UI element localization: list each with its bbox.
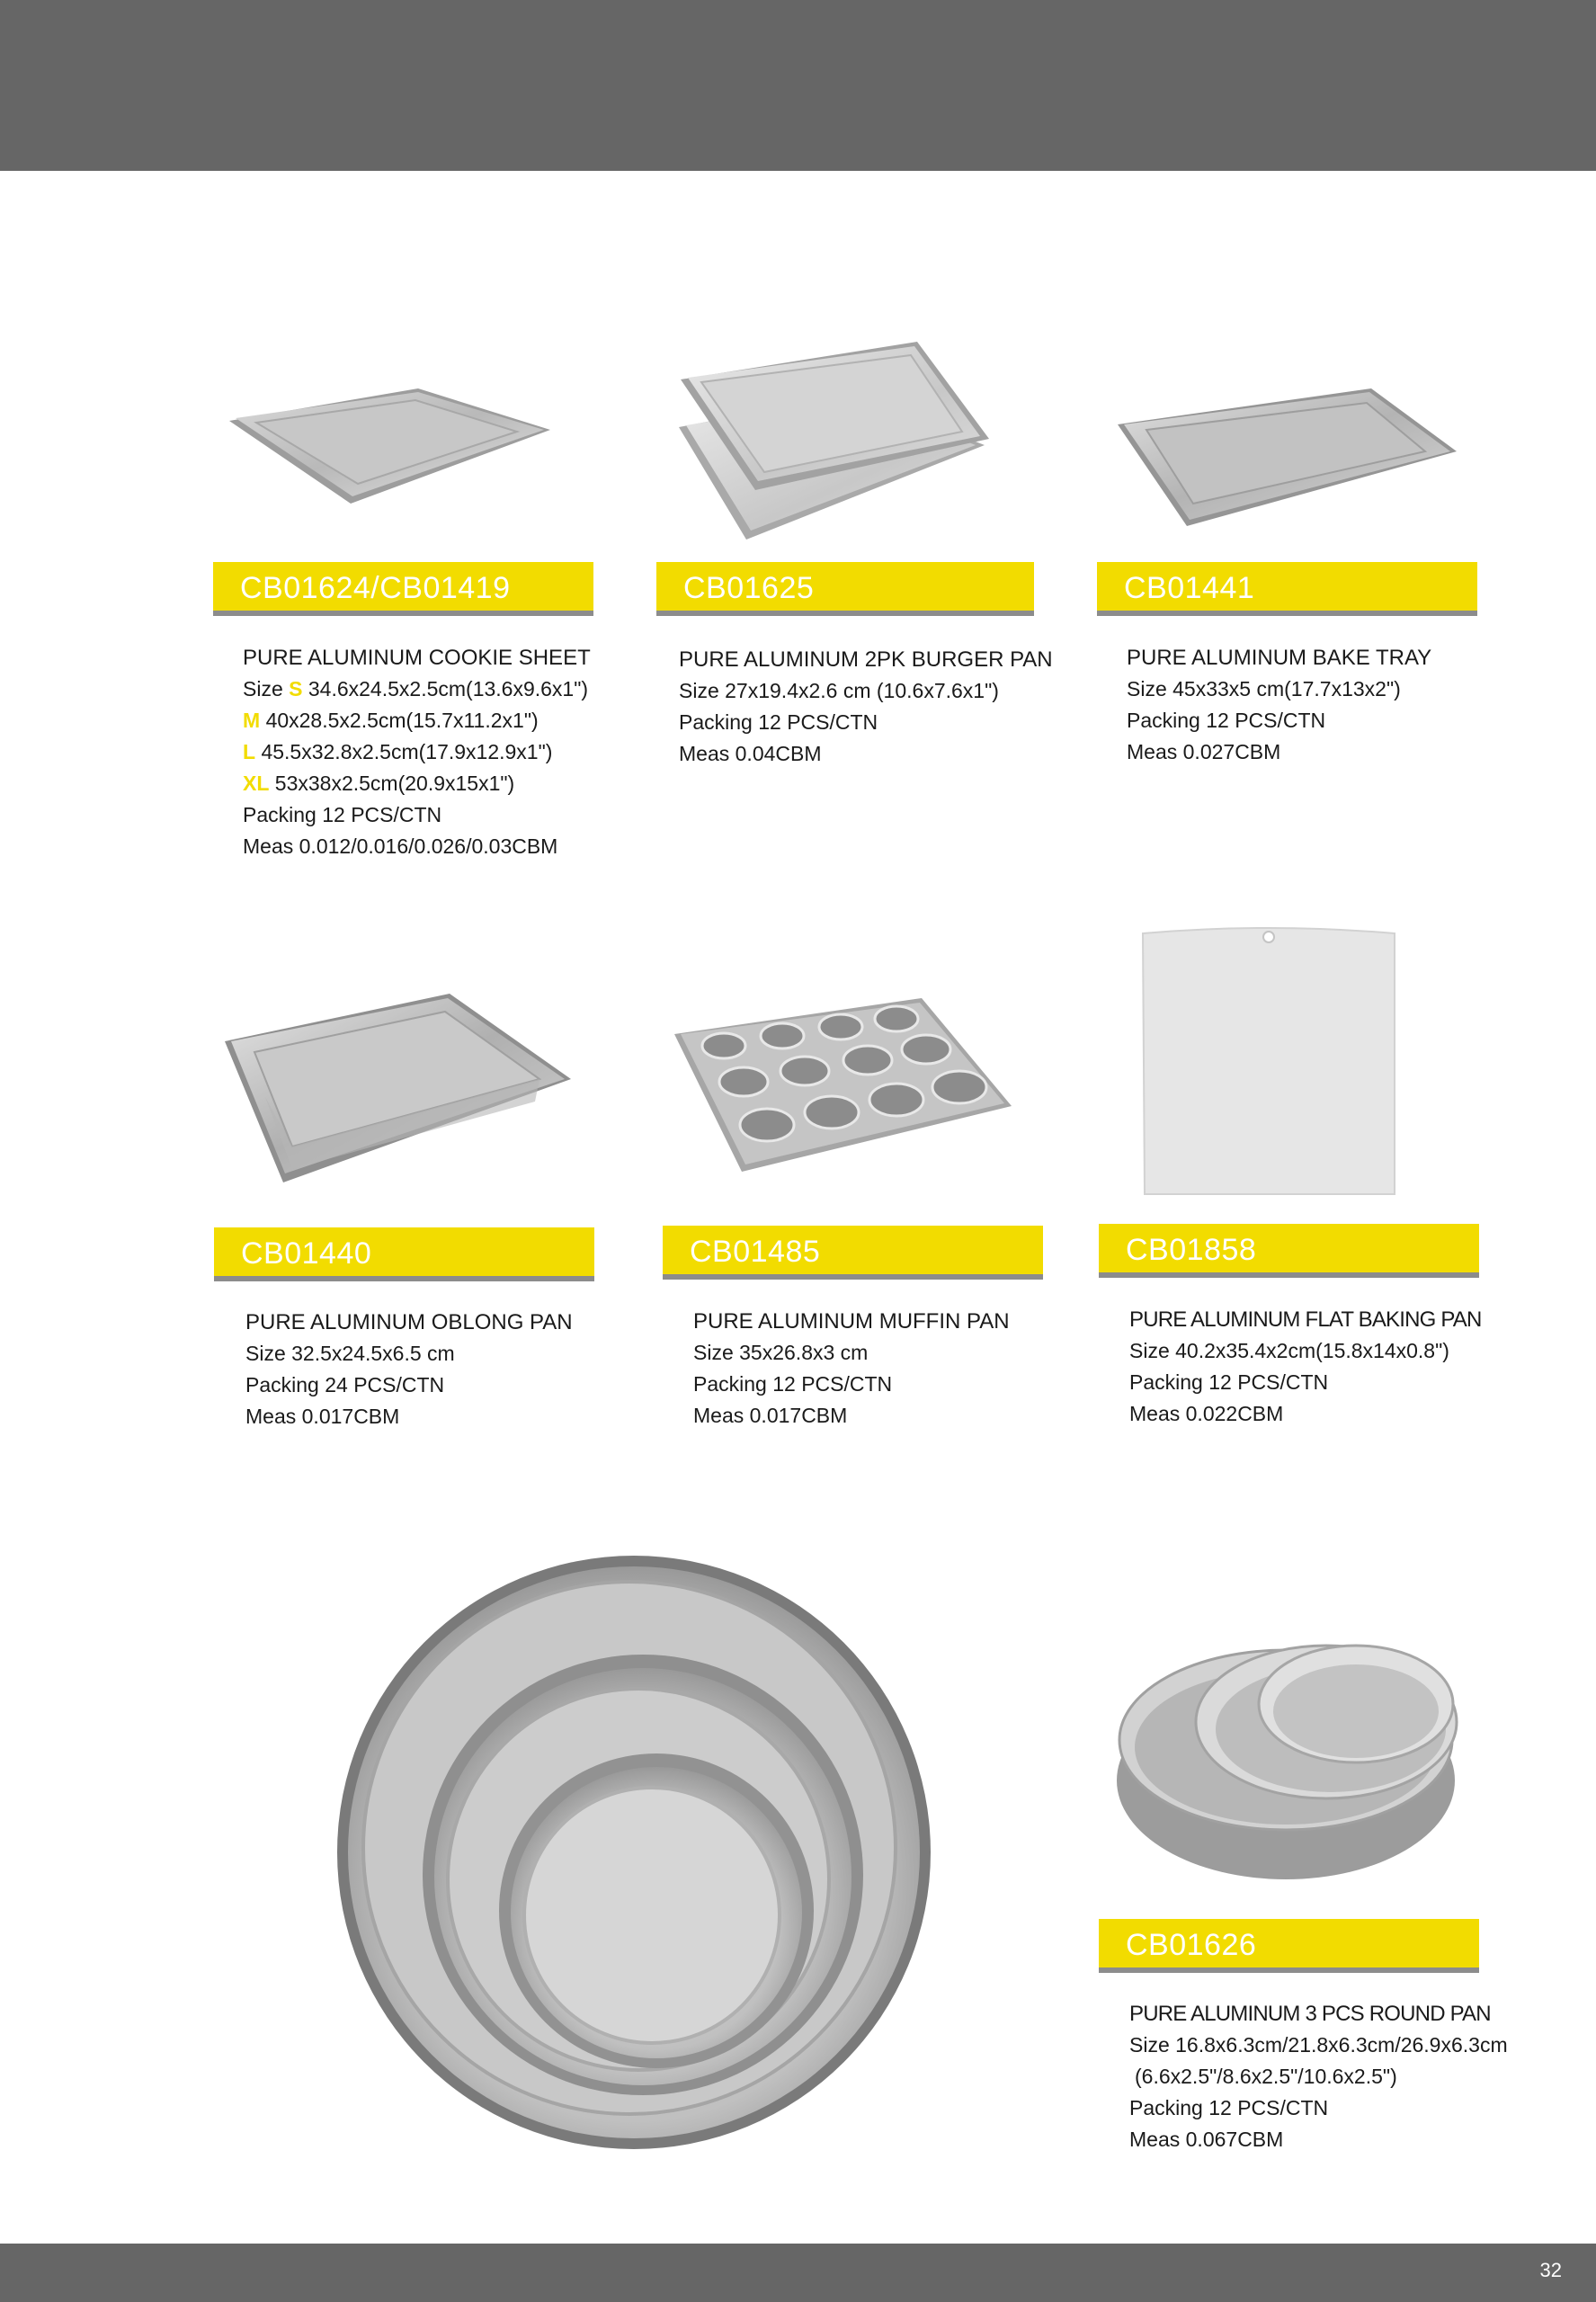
size-value-xl: 53x38x2.5cm(20.9x15x1") [274,772,515,795]
packing-info: Packing 12 PCS/CTN [1129,1370,1329,1394]
product-code-banner [1099,1224,1479,1278]
product-code-banner [1099,1919,1479,1973]
footer-bar [0,2244,1596,2302]
product-title: PURE ALUMINUM COOKIE SHEET [243,646,591,670]
round-pans-large-image [333,1551,935,2154]
product-code: CB01441 [1124,571,1255,605]
size-letter-m: M [243,709,261,732]
size-info: Size 45x33x5 cm(17.7x13x2") [1127,677,1401,700]
flat-baking-pan-image [1137,924,1400,1199]
size-inches-info: (6.6x2.5"/8.6x2.5"/10.6x2.5") [1135,2065,1397,2088]
size-value-l: 45.5x32.8x2.5cm(17.9x12.9x1") [261,740,553,763]
size-value-s: 34.6x24.5x2.5cm(13.6x9.6x1") [308,677,589,700]
oblong-pan-specs [245,1307,573,1432]
meas-info: Meas 0.022CBM [1129,1402,1284,1425]
packing-info: Packing 12 PCS/CTN [1129,2096,1329,2119]
meas-info: Meas 0.017CBM [245,1405,400,1428]
product-title: PURE ALUMINUM BAKE TRAY [1127,646,1432,670]
product-title: PURE ALUMINUM MUFFIN PAN [693,1309,1010,1334]
size-letter-s: S [289,677,303,700]
round-pans-small-image [1115,1632,1466,1884]
product-title: PURE ALUMINUM 2PK BURGER PAN [679,647,1053,672]
size-row-l [243,736,591,768]
size-row-s [243,674,591,705]
meas-info: Meas 0.027CBM [1127,740,1281,763]
packing-info: Packing 12 PCS/CTN [693,1372,893,1396]
product-code-banner [214,1227,594,1281]
cookie-sheet-specs [243,642,591,862]
packing-info: Packing 24 PCS/CTN [245,1373,445,1396]
muffin-pan-image [670,994,1016,1173]
size-row-m [243,705,591,736]
packing-info: Packing 12 PCS/CTN [679,710,878,734]
product-code-banner [663,1226,1043,1280]
packing-info: Packing 12 PCS/CTN [1127,709,1326,732]
size-letter-xl: XL [243,772,270,795]
bake-tray-image [1110,387,1461,531]
meas-info: Meas 0.017CBM [693,1404,848,1427]
packing-info: Packing 12 PCS/CTN [243,803,442,826]
size-info: Size 32.5x24.5x6.5 cm [245,1342,455,1365]
product-code-banner [1097,562,1477,616]
product-code-banner [656,562,1034,616]
meas-info: Meas 0.012/0.016/0.026/0.03CBM [243,834,558,858]
header-bar [0,0,1596,171]
product-code-banner [213,562,593,616]
oblong-pan-image [220,989,575,1187]
size-letter-l: L [243,740,256,763]
size-info: Size 40.2x35.4x2cm(15.8x14x0.8") [1129,1339,1449,1362]
product-title: PURE ALUMINUM FLAT BAKING PAN [1129,1307,1482,1332]
muffin-pan-specs [693,1306,1010,1432]
round-pan-specs [1129,1998,1508,2155]
product-code: CB01624/CB01419 [240,571,511,605]
size-row-xl [243,768,591,799]
product-title: PURE ALUMINUM OBLONG PAN [245,1310,573,1334]
product-code: CB01858 [1126,1233,1257,1267]
size-info: Size 35x26.8x3 cm [693,1341,869,1364]
bake-tray-specs [1127,642,1431,768]
product-code: CB01626 [1126,1928,1257,1962]
page-number: 32 [1539,2259,1562,2281]
size-info: Size 27x19.4x2.6 cm (10.6x7.6x1") [679,679,999,702]
size-label: Size [243,677,283,700]
flat-baking-pan-specs [1129,1304,1482,1430]
product-code: CB01485 [690,1235,821,1269]
size-info: Size 16.8x6.3cm/21.8x6.3cm/26.9x6.3cm [1129,2033,1508,2057]
burger-pan-image [670,333,994,544]
size-value-m: 40x28.5x2.5cm(15.7x11.2x1") [265,709,539,732]
product-code: CB01440 [241,1236,372,1271]
product-title: PURE ALUMINUM 3 PCS ROUND PAN [1129,2002,1491,2026]
burger-pan-specs [679,644,1053,770]
cookie-sheet-image [216,378,557,513]
product-code: CB01625 [683,571,815,605]
meas-info: Meas 0.04CBM [679,742,822,765]
meas-info: Meas 0.067CBM [1129,2128,1284,2151]
